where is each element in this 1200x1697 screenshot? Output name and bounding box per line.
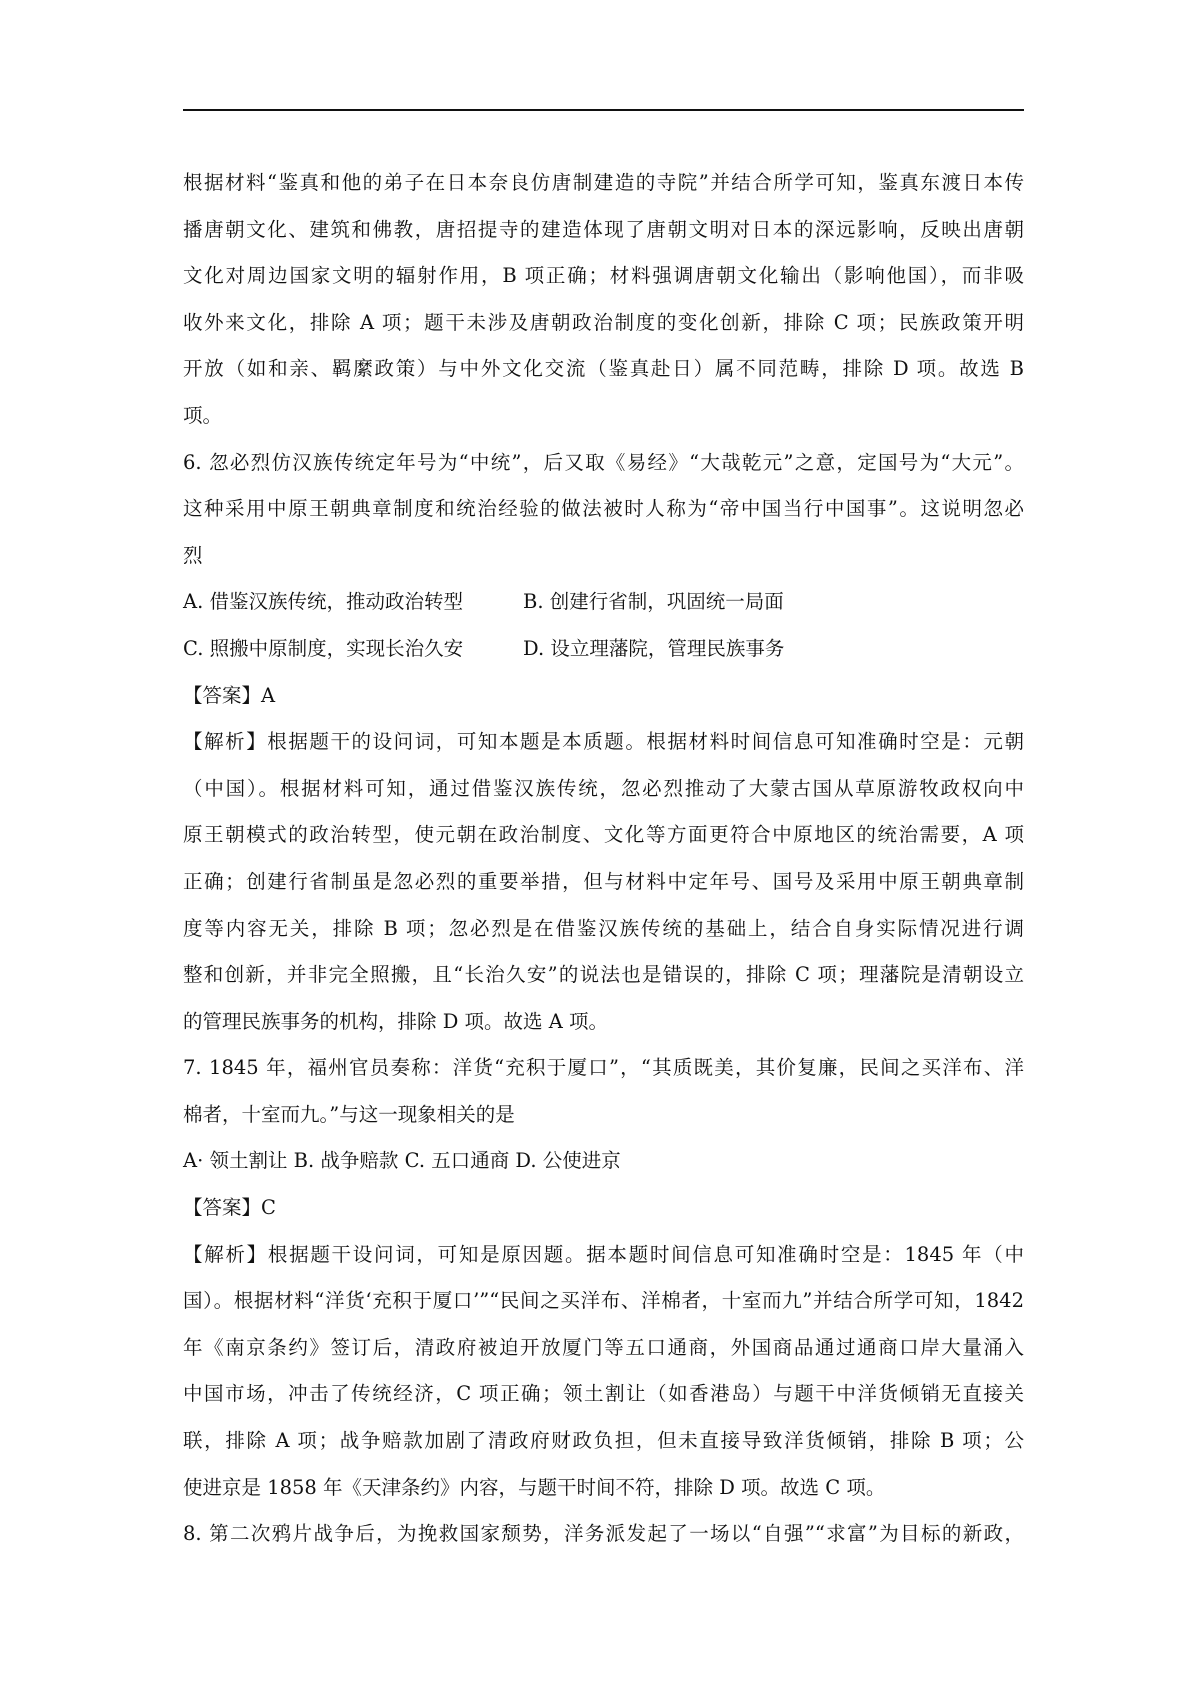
question-6-stem: 这种采用中原王朝典章制度和统治经验的做法被时人称为“帝中国当行中国事”。这说明忽必 <box>183 497 1024 521</box>
text-line: 播唐朝文化、建筑和佛教，唐招提寺的建造体现了唐朝文明对日本的深远影响，反映出唐朝 <box>183 217 1024 241</box>
text-line: 开放（如和亲、羁縻政策）与中外文化交流（鉴真赴日）属不同范畴，排除 D 项。故选 B <box>183 357 1024 381</box>
question-6-options-row-1 <box>183 579 1024 626</box>
question-7-analysis: 国）。根据材料“洋货‘充积于厦口’”“民间之买洋布、洋棉者，十室而九”并结合所学可知，1842 <box>183 1289 1024 1313</box>
question-7-analysis: 年《南京条约》签订后，清政府被迫开放厦门等五口通商，外国商品通过通商口岸大量涌入 <box>183 1335 1024 1359</box>
question-6-analysis: 的管理民族事务的机构，排除 D 项。故选 A 项。 <box>183 1009 609 1033</box>
question-6-analysis: 整和创新，并非完全照搬，且“长治久安”的说法也是错误的，排除 C 项；理藩院是清朝设立 <box>183 963 1024 987</box>
question-7-stem: 棉者，十室而九。”与这一现象相关的是 <box>183 1102 515 1126</box>
question-6-analysis: （中国）。根据材料可知，通过借鉴汉族传统，忽必烈推动了大蒙古国从草原游牧政权向中 <box>183 776 1024 800</box>
question-8-stem: 8. 第二次鸦片战争后，为挽救国家颓势，洋务派发起了一场以“自强”“求富”为目标的新政， <box>183 1522 1024 1546</box>
question-6-analysis: 度等内容无关，排除 B 项；忽必烈是在借鉴汉族传统的基础上，结合自身实际情况进行调 <box>183 916 1024 940</box>
text-line: 项。 <box>183 403 223 427</box>
option-a: A. 借鉴汉族传统，推动政治转型 <box>183 590 463 614</box>
question-6-stem: 6. 忽必烈仿汉族传统定年号为“中统”，后又取《易经》“大哉乾元”之意，定国号为“大元”。 <box>183 450 1024 474</box>
option-d: D. 设立理藩院，管理民族事务 <box>523 636 785 660</box>
question-7-stem: 7. 1845 年，福州官员奏称：洋货“充积于厦口”，“其质既美，其价复廉，民间之买洋布、洋 <box>183 1056 1024 1080</box>
header-rule <box>183 109 1024 111</box>
question-6-analysis: 原王朝模式的政治转型，使元朝在政治制度、文化等方面更符合中原地区的统治需要，A 项 <box>183 823 1024 847</box>
text-line: 收外来文化，排除 A 项；题干未涉及唐朝政治制度的变化创新，排除 C 项；民族政策开明 <box>183 310 1024 334</box>
question-6-analysis: 【解析】根据题干的设问词，可知本题是本质题。根据材料时间信息可知准确时空是：元朝 <box>183 730 1024 754</box>
question-7-analysis: 使进京是 1858 年《天津条约》内容，与题干时间不符，排除 D 项。故选 C 项。 <box>183 1475 886 1499</box>
question-6-stem: 烈 <box>183 543 203 567</box>
text-line: 根据材料“鉴真和他的弟子在日本奈良仿唐制建造的寺院”并结合所学可知，鉴真东渡日本传 <box>183 171 1024 194</box>
option-b: B. 创建行省制，巩固统一局面 <box>523 590 784 614</box>
question-7-answer: 【答案】C <box>183 1196 276 1220</box>
option-c: C. 照搬中原制度，实现长治久安 <box>183 636 464 660</box>
question-7-analysis: 联，排除 A 项；战争赔款加剧了清政府财政负担，但未直接导致洋货倾销，排除 B 项；公 <box>183 1429 1024 1453</box>
text-line: 文化对周边国家文明的辐射作用，B 项正确；材料强调唐朝文化输出（影响他国），而非吸 <box>183 264 1024 288</box>
question-6-options-row-2 <box>183 626 1024 673</box>
question-7-analysis: 中国市场，冲击了传统经济，C 项正确；领土割让（如香港岛）与题干中洋货倾销无直接关 <box>183 1382 1024 1406</box>
question-7-options: A· 领土割让 B. 战争赔款 C. 五口通商 D. 公使进京 <box>183 1149 621 1173</box>
question-6-analysis: 正确；创建行省制虽是忽必烈的重要举措，但与材料中定年号、国号及采用中原王朝典章制 <box>183 869 1024 893</box>
question-6-answer: 【答案】A <box>183 683 276 707</box>
document-body <box>183 160 1024 1558</box>
question-7-analysis: 【解析】根据题干设问词，可知是原因题。据本题时间信息可知准确时空是：1845 年（中 <box>183 1242 1024 1266</box>
